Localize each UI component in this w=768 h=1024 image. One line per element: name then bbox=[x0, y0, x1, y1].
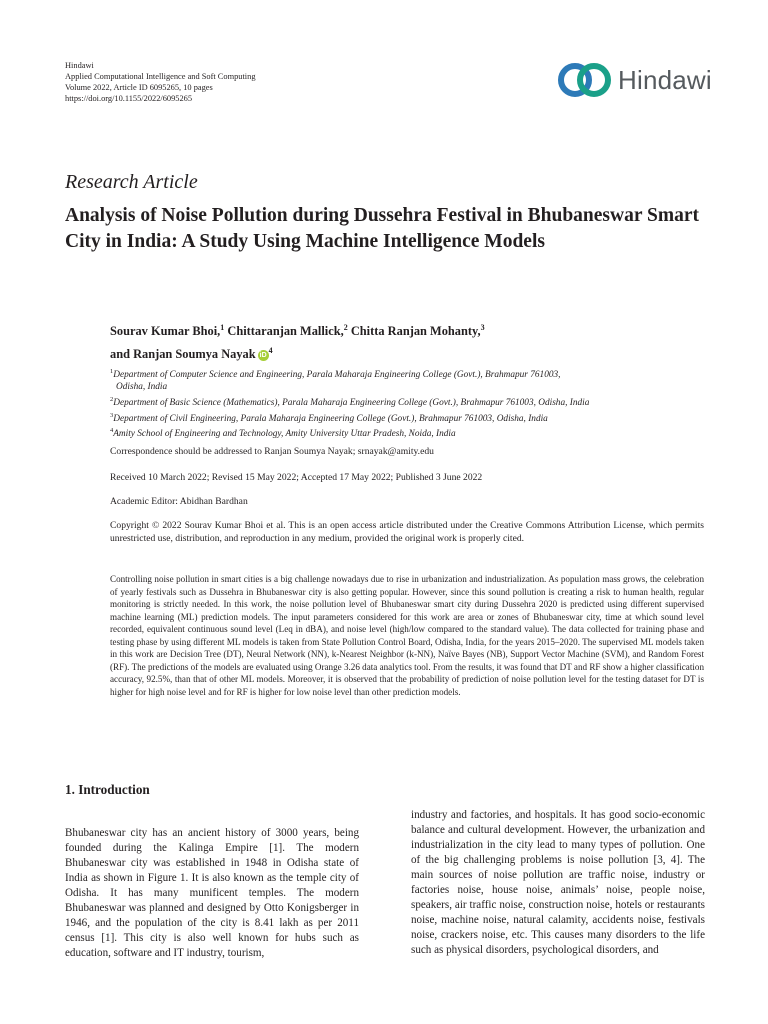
affiliation-sup: 2 bbox=[110, 395, 114, 403]
abstract: Controlling noise pollution in smart cities is a big challenge nowadays due to rise in urbanization and industrialization. As population mass grows, the celebration of yearly festivals such as Dussehra in Bhubaneswar city is also getting popular. However, since this sound pollution is creating a risk to human health, regular monitoring is strictly needed. In this work, the noise pollution level of Bhubaneswar smart city during Dussehra 2020 is predicted using different supervised machine learning (ML) prediction models. The input parameters considered for this work are area or zones of Bhubaneswar city, time at which sound level recorded, equivalent continuous sound level (Leq in dBA), and noise level (high/low compared to the standard value). The data collected for training phase and testing phase by using different ML models is taken from State Pollution Control Board, Odisha, India, for the years 2015–2020. The supervised ML models taken in this work are Decision Tree (DT), Neural Network (NN), k-Nearest Neighbor (k-NN), Naïve Bayes (NB), Support Vector Machine (SVM), and Random Forest (RF). The predictions of the models are evaluated using Orange 3.26 data analytics tool. From the results, it was found that DT and RF show a higher classification accuracy, 92.5%, than that of other ML models. Moreover, it is observed that the probability of prediction of noise pollution level for the testing dataset for DT is higher for high noise level and for RF is higher for low noise level than other prediction models. bbox=[110, 574, 704, 697]
academic-editor: Academic Editor: Abidhan Bardhan bbox=[110, 496, 248, 507]
copyright-notice: Copyright © 2022 Sourav Kumar Bhoi et al. This is an open access article distributed under the Creative Commons Attribution License, which permits unrestricted use, distribution, and reproduction in any medium, provided the original work is properly cited. bbox=[110, 520, 704, 545]
author-name[interactable]: Chitta Ranjan Mohanty, bbox=[350, 324, 481, 339]
hindawi-logo bbox=[557, 60, 712, 100]
correspondence: Correspondence should be addressed to Ranjan Soumya Nayak; srnayak@amity.edu bbox=[110, 446, 434, 457]
body-column-right: industry and factories, and hospitals. It has good socio-economic balance and cultural development. However, the urbanization and industrialization in the city lead to many types of pollution. One of the big challenging problems is noise pollution [3, 4]. The main sources of noise pollution are traffic noise, industry or factories noise, house noise, animals’ noise, people noise, speakers, air traffic noise, construction noise, hotels or restaurants noise, machine noise, natural calamity, accidents noise, festivals noise, crackers noise, etc. This causes many disorders to the life such as physical disorders, psychological disorders, and bbox=[411, 809, 705, 956]
affiliation-text: Amity School of Engineering and Technology, Amity University Uttar Pradesh, Noida, India bbox=[113, 429, 456, 440]
orcid-icon[interactable]: iD bbox=[259, 351, 267, 359]
affiliation-sup: 3 bbox=[110, 411, 114, 419]
affiliation-sup: 1 bbox=[110, 368, 114, 375]
section-heading: 1. Introduction bbox=[65, 782, 150, 797]
author-name[interactable]: Chittaranjan Mallick, bbox=[227, 324, 344, 339]
affiliation-text: Department of Basic Science (Mathematics), Parala Maharaja Engineering College (Govt.), Brahmapur 761003, Odisha, India bbox=[113, 397, 590, 408]
affiliations bbox=[110, 366, 589, 441]
affiliation-item bbox=[110, 425, 589, 441]
paper-title: Analysis of Noise Pollution during Dussehra Festival in Bhubaneswar Smart City in India: A Study Using Machine Intelligence Models bbox=[65, 205, 700, 252]
author-sup: 4 bbox=[268, 346, 273, 356]
author-line-1 bbox=[110, 318, 485, 341]
publication-dates: Received 10 March 2022; Revised 15 May 2022; Accepted 17 May 2022; Published 3 June 2022 bbox=[110, 472, 483, 483]
author-sup: 2 bbox=[343, 323, 348, 332]
article-type: Research Article bbox=[65, 171, 198, 193]
volume-info: Volume 2022, Article ID 6095265, 10 pages bbox=[65, 83, 213, 92]
author-sup: 3 bbox=[480, 323, 485, 332]
affiliation-item bbox=[110, 410, 589, 426]
affiliation-item-cont: Odisha, India bbox=[116, 381, 168, 392]
author-list bbox=[110, 318, 485, 364]
publisher-name: Hindawi bbox=[65, 61, 94, 70]
affiliation-item bbox=[110, 394, 589, 410]
affiliation-item bbox=[110, 366, 589, 382]
hindawi-logo-icon bbox=[557, 62, 613, 98]
hindawi-logo-text: Hindawi bbox=[618, 64, 712, 95]
author-name[interactable]: Sourav Kumar Bhoi, bbox=[110, 324, 221, 339]
author-line-2 bbox=[110, 341, 485, 364]
author-name[interactable]: and Ranjan Soumya Nayak bbox=[110, 347, 256, 362]
author-sup: 1 bbox=[220, 323, 225, 332]
journal-name: Applied Computational Intelligence and Soft Computing bbox=[65, 72, 256, 81]
body-column-left: Bhubaneswar city has an ancient history of 3000 years, being founded during the Kalinga Empire [1]. The modern Bhubaneswar city was established in 1948 in Odisha state of India as shown in Figure 1. It is also known as the temple city of Odisha. It has many munificent temples. The modern Bhubaneswar was planned and designed by Otto Konigsberger in 1946, and the population of the city is 8.41 lakh as per 2011 census [1]. This city is also well known for hubs such as education, software and IT industry, tourism, bbox=[65, 827, 359, 959]
journal-info bbox=[65, 60, 256, 104]
affiliation-text: Department of Civil Engineering, Parala Maharaja Engineering College (Govt.), Brahmapur 761003, Odisha, India bbox=[113, 413, 548, 424]
affiliation-sup: 4 bbox=[110, 427, 114, 435]
affiliation-text: Department of Computer Science and Engineering, Parala Maharaja Engineering College (Govt.), Brahmapur 761003, bbox=[113, 370, 561, 381]
doi-link[interactable]: https://doi.org/10.1155/2022/6095265 bbox=[65, 94, 193, 103]
